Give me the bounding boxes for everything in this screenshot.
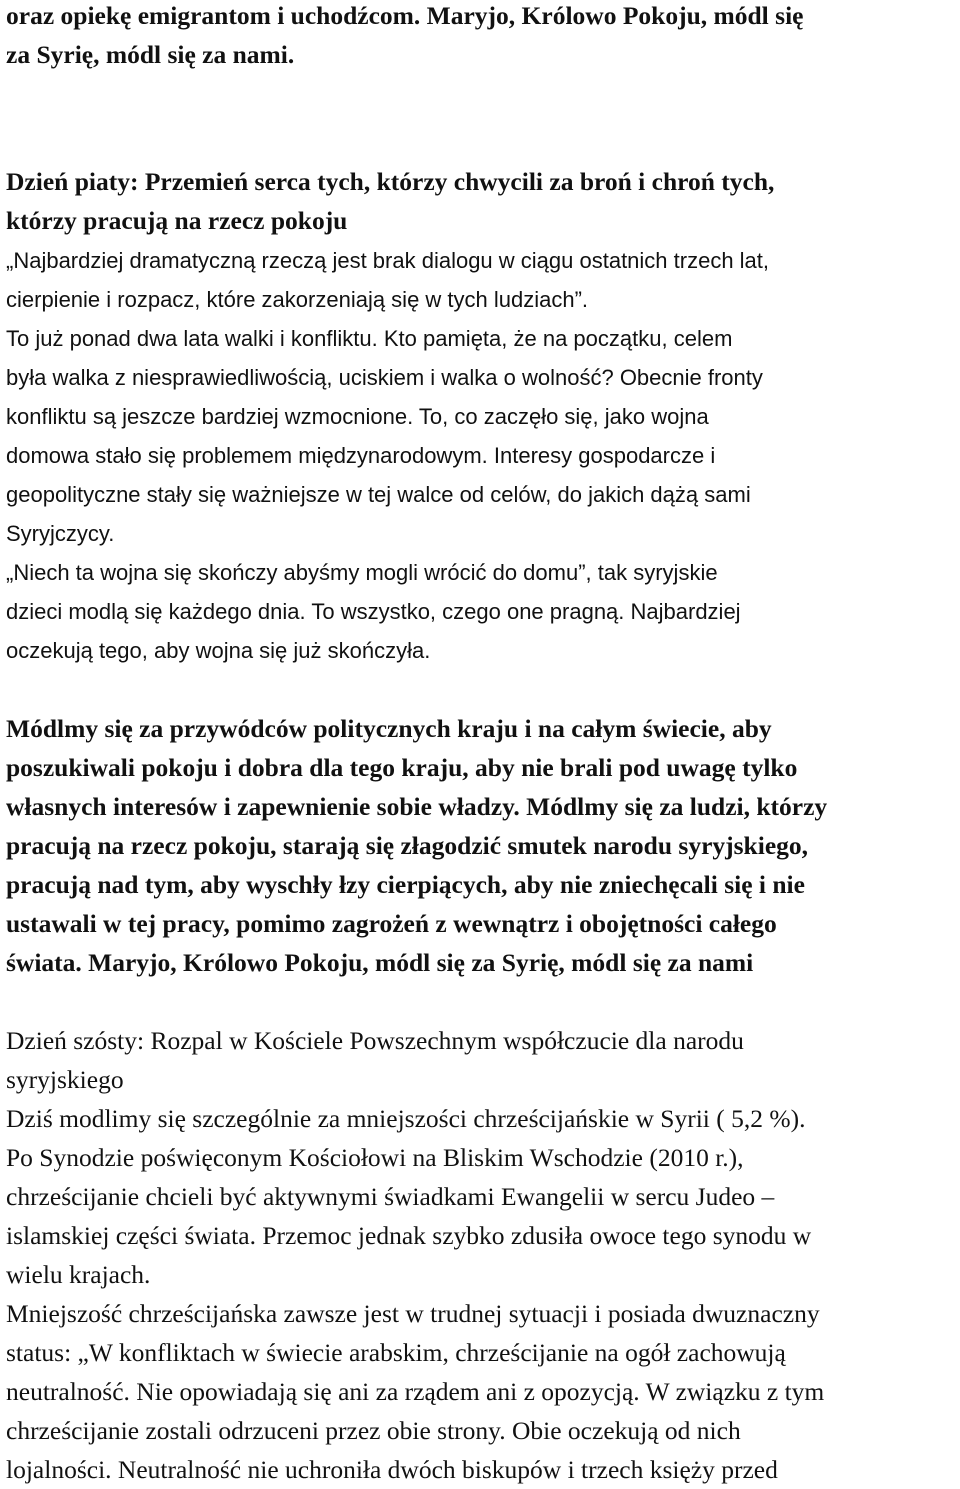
day5-body-line: „Niech ta wojna się skończy abyśmy mogli wrócić do domu”, tak syryjskie bbox=[6, 560, 718, 585]
day5-body-line: dzieci modlą się każdego dnia. To wszystko, czego one pragną. Najbardziej bbox=[6, 599, 741, 624]
day6-body-line: chrześcijanie zostali odrzuceni przez obie strony. Obie oczekują od nich bbox=[6, 1416, 741, 1445]
day6-heading-line: syryjskiego bbox=[6, 1065, 124, 1094]
prayer-line: świata. Maryjo, Królowo Pokoju, módl się za Syrię, módl się za nami bbox=[6, 948, 754, 977]
intro-line: za Syrię, módl się za nami. bbox=[6, 40, 295, 69]
day5-prayer bbox=[6, 709, 956, 982]
day6-body-line: islamskiej części świata. Przemoc jednak szybko zdusiła owoce tego synodu w bbox=[6, 1221, 812, 1250]
day6-body-line: chrześcijanie chcieli być aktywnymi świadkami Ewangelii w sercu Judeo – bbox=[6, 1182, 775, 1211]
prayer-line: pracują na rzecz pokoju, starają się złagodzić smutek narodu syryjskiego, bbox=[6, 831, 809, 860]
day5-body-line: cierpienie i rozpacz, które zakorzeniają się w tych ludziach”. bbox=[6, 287, 589, 312]
day6-body-line: status: „W konfliktach w świecie arabskim, chrześcijanie na ogół zachowują bbox=[6, 1338, 786, 1367]
prayer-line: Módlmy się za przywódców politycznych kraju i na całym świecie, aby bbox=[6, 714, 772, 743]
day5-body-line: oczekują tego, aby wojna się już skończyła. bbox=[6, 638, 431, 663]
day5-body-line: „Najbardziej dramatyczną rzeczą jest brak dialogu w ciągu ostatnich trzech lat, bbox=[6, 248, 770, 273]
day5-body-line: konfliktu są jeszcze bardziej wzmocnione. To, co zaczęło się, jako wojna bbox=[6, 404, 709, 429]
day5-body-line: była walka z niesprawiedliwością, uciskiem i walka o wolność? Obecnie fronty bbox=[6, 365, 763, 390]
day6-body bbox=[6, 1099, 956, 1489]
day6-body-line: neutralność. Nie opowiadają się ani za rządem ani z opozycją. W związku z tym bbox=[6, 1377, 825, 1406]
day5-heading bbox=[6, 162, 956, 240]
day6-body-line: lojalności. Neutralność nie uchroniła dwóch biskupów i trzech księży przed bbox=[6, 1455, 778, 1484]
prayer-line: poszukiwali pokoju i dobra dla tego kraju, aby nie brali pod uwagę tylko bbox=[6, 753, 798, 782]
day5-body-line: domowa stało się problemem międzynarodowym. Interesy gospodarcze i bbox=[6, 443, 716, 468]
day6-body-line: Po Synodzie poświęconym Kościołowi na Bliskim Wschodzie (2010 r.), bbox=[6, 1143, 744, 1172]
day5-body-line: geopolityczne stały się ważniejsze w tej walce od celów, do jakich dążą sami bbox=[6, 482, 751, 507]
day6-heading-line: Dzień szósty: Rozpal w Kościele Powszechnym współczucie dla narodu bbox=[6, 1026, 744, 1055]
intro-closing bbox=[6, 0, 956, 74]
day6-body-line: Mniejszość chrześcijańska zawsze jest w trudnej sytuacji i posiada dwuznaczny bbox=[6, 1299, 820, 1328]
day5-body bbox=[6, 240, 956, 669]
prayer-line: ustawali w tej pracy, pomimo zagrożeń z wewnątrz i obojętności całego bbox=[6, 909, 777, 938]
intro-line: oraz opiekę emigrantom i uchodźcom. Maryjo, Królowo Pokoju, módl się bbox=[6, 1, 804, 30]
day5-body-line: Syryjczycy. bbox=[6, 521, 115, 546]
day6-body-line: Dziś modlimy się szczególnie za mniejszości chrześcijańskie w Syrii ( 5,2 %). bbox=[6, 1104, 806, 1133]
day5-heading-line: Dzień piaty: Przemień serca tych, którzy chwycili za broń i chroń tych, bbox=[6, 167, 775, 196]
prayer-line: własnych interesów i zapewnienie sobie władzy. Módlmy się za ludzi, którzy bbox=[6, 792, 828, 821]
day6-heading bbox=[6, 1021, 956, 1099]
prayer-line: pracują nad tym, aby wyschły łzy cierpiących, aby nie zniechęcali się i nie bbox=[6, 870, 805, 899]
day5-body-line: To już ponad dwa lata walki i konfliktu. Kto pamięta, że na początku, celem bbox=[6, 326, 733, 351]
day6-body-line: wielu krajach. bbox=[6, 1260, 151, 1289]
day5-heading-line: którzy pracują na rzecz pokoju bbox=[6, 206, 348, 235]
